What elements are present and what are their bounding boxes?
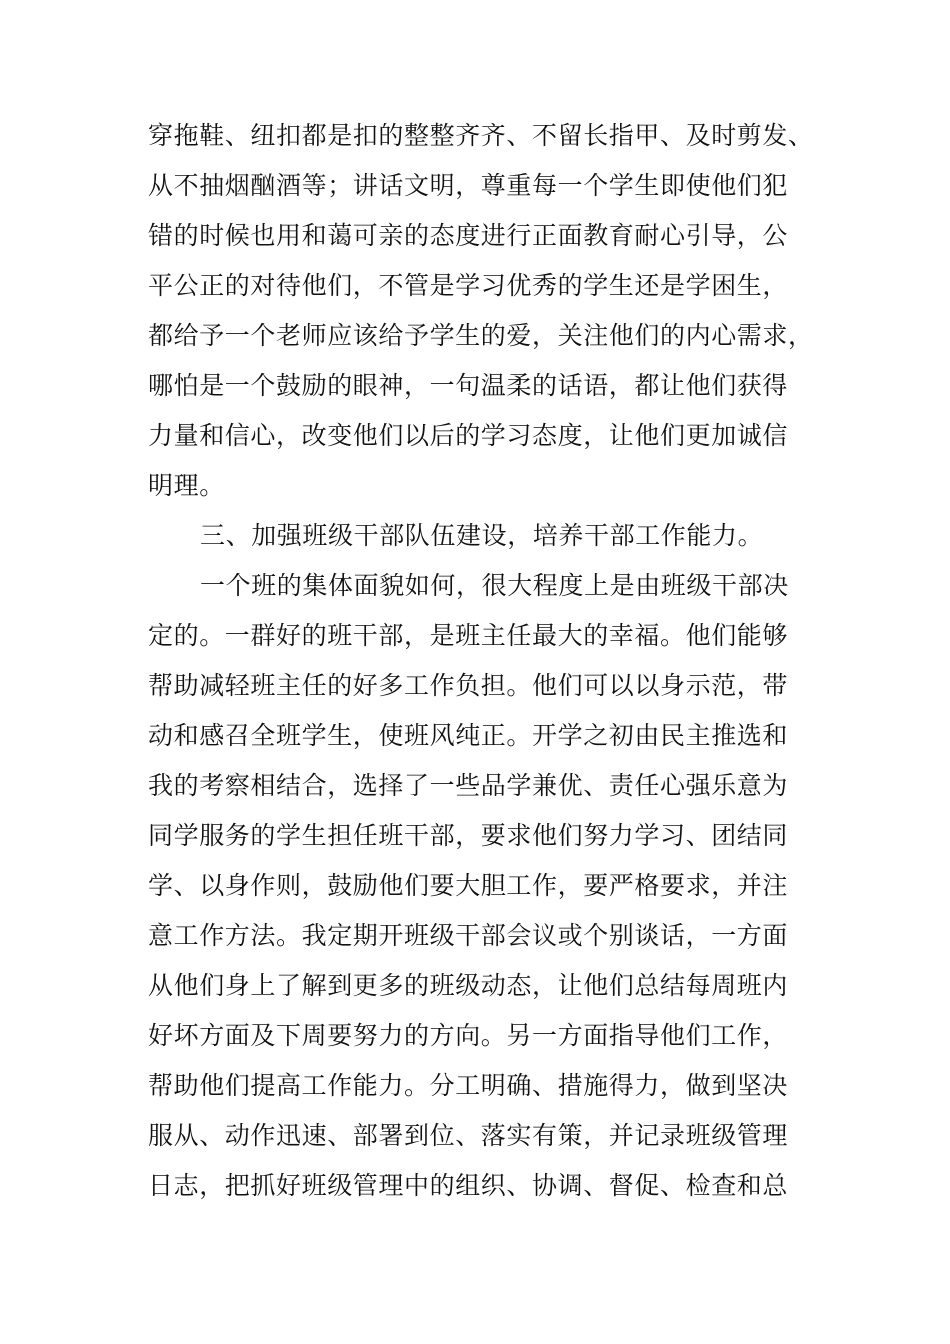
text-line: 哪怕是一个鼓励的眼神，一句温柔的话语，都让他们获得 [148,371,789,400]
text-line: 动和感召全班学生，使班风纯正。开学之初由民主推选和 [148,721,789,750]
text-line: 一个班的集体面貌如何，很大程度上是由班级干部决 [200,571,789,600]
text-line: 平公正的对待他们，不管是学习优秀的学生还是学困生， [148,271,789,300]
text-line: 好坏方面及下周要努力的方向。另一方面指导他们工作， [148,1021,789,1050]
text-line: 同学服务的学生担任班干部，要求他们努力学习、团结同 [148,821,789,850]
text-line: 力量和信心，改变他们以后的学习态度，让他们更加诚信 [148,421,789,450]
text-line: 都给予一个老师应该给予学生的爱，关注他们的内心需求， [148,321,814,350]
paragraph-class-cadres [148,561,808,1211]
text-line: 我的考察相结合，选择了一些品学兼优、责任心强乐意为 [148,771,789,800]
text-line: 学、以身作则，鼓励他们要大胆工作，要严格要求，并注 [148,871,789,900]
text-line: 定的。一群好的班干部，是班主任最大的幸福。他们能够 [148,621,789,650]
section-heading-text: 三、加强班级干部队伍建设，培养干部工作能力。 [200,521,764,550]
text-line: 帮助减轻班主任的好多工作负担。他们可以以身示范，带 [148,671,789,700]
text-line: 从不抽烟酗酒等；讲话文明，尊重每一个学生即使他们犯 [148,171,789,200]
text-line: 穿拖鞋、纽扣都是扣的整整齐齐、不留长指甲、及时剪发、 [148,121,814,150]
text-line: 明理。 [148,471,225,500]
text-line: 从他们身上了解到更多的班级动态，让他们总结每周班内 [148,971,789,1000]
paragraph-conduct [148,111,814,511]
text-line: 日志，把抓好班级管理中的组织、协调、督促、检查和总 [148,1171,789,1200]
text-line: 意工作方法。我定期开班级干部会议或个别谈话，一方面 [148,921,789,950]
text-line: 服从、动作迅速、部署到位、落实有策，并记录班级管理 [148,1121,789,1150]
section-heading [148,511,808,561]
document-body [148,111,814,1211]
text-line: 错的时候也用和蔼可亲的态度进行正面教育耐心引导，公 [148,221,789,250]
text-line: 帮助他们提高工作能力。分工明确、措施得力，做到坚决 [148,1071,789,1100]
